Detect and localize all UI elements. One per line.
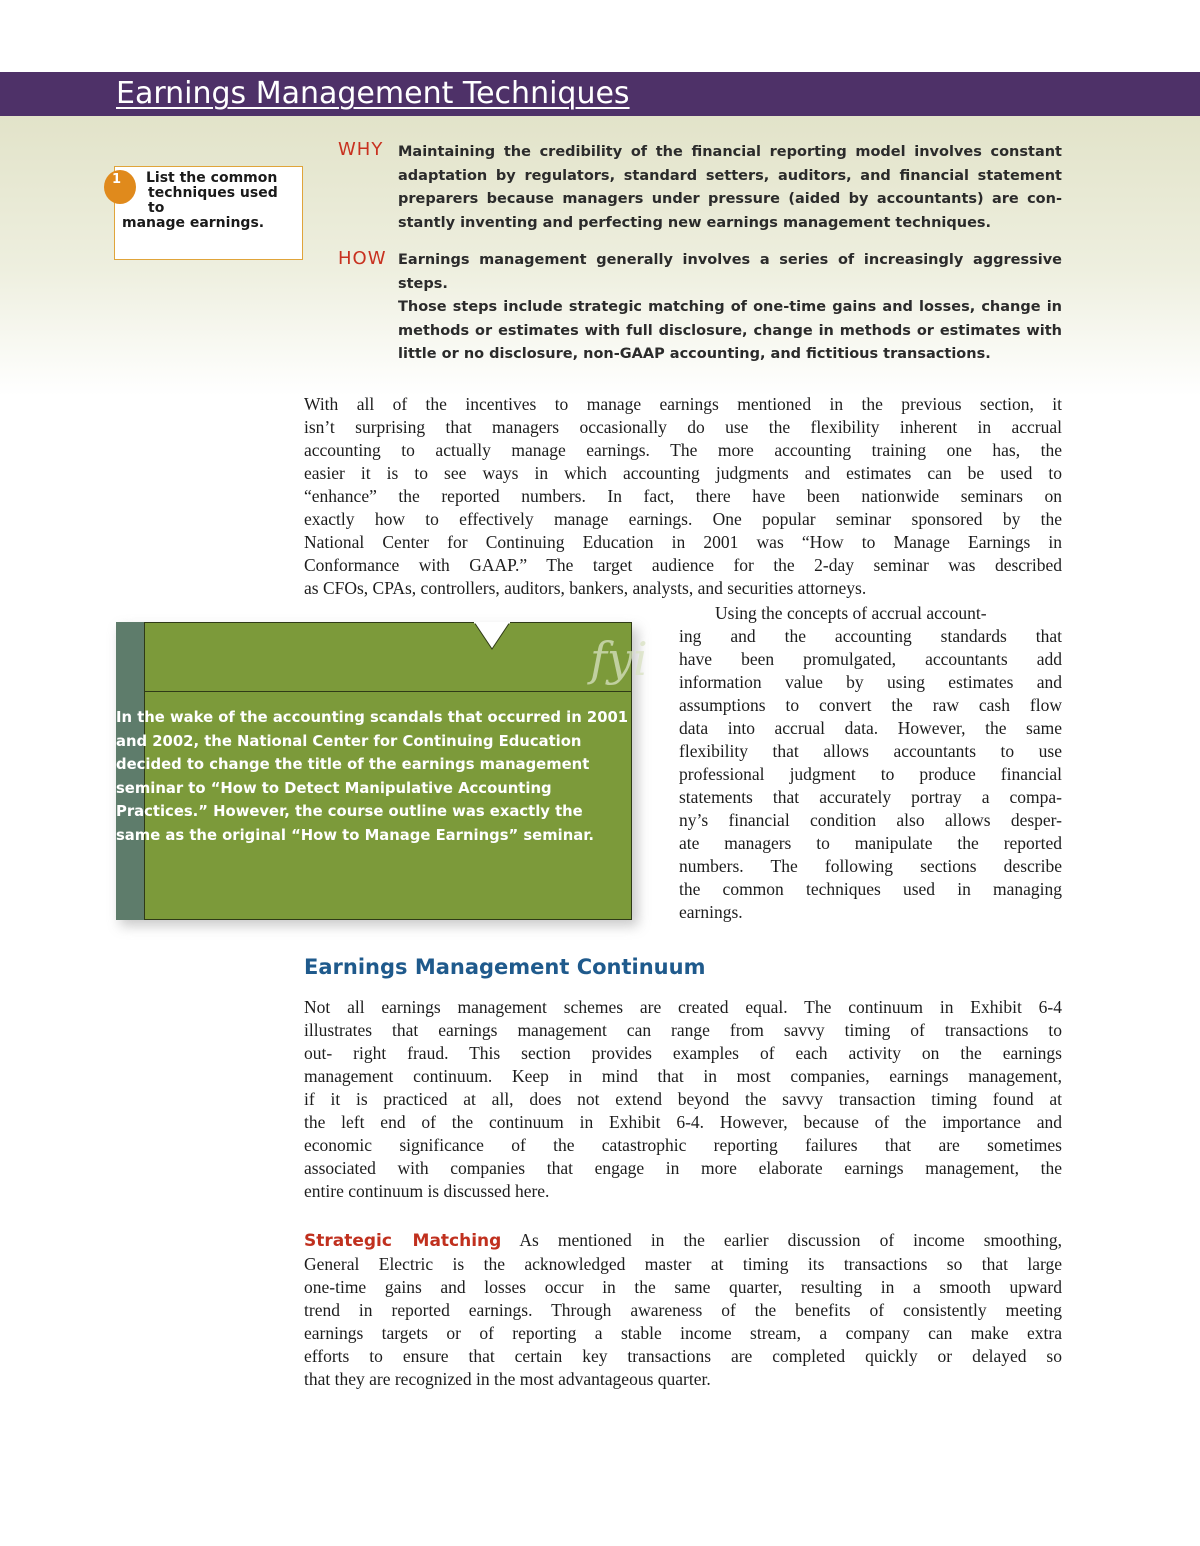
paragraph-line: one-time gains and losses occur in the same quarter, resulting in a smooth upward	[304, 1277, 1062, 1297]
paragraph-line: isn’t surprising that managers occasionally do use the flexibility inherent in accrual	[304, 417, 1062, 437]
objective-line: manage earnings.	[122, 215, 265, 231]
paragraph-line: flexibility that allows accountants to use	[679, 741, 1062, 761]
fyi-line: decided to change the title of the earnings management	[116, 756, 590, 773]
fyi-line: Practices.” However, the course outline was exactly the	[116, 803, 583, 820]
paragraph-line: exactly how to effectively manage earnings. One popular seminar sponsored by the	[304, 509, 1062, 529]
why-line: adaptation by regulators, standard setters, auditors, and financial statement	[398, 167, 1062, 184]
paragraph-line: if it is practiced at all, does not extend beyond the savvy transaction timing found at	[304, 1089, 1062, 1109]
paragraph-line: Using the concepts of accrual account-	[715, 603, 987, 623]
fyi-line: and 2002, the National Center for Continuing Education	[116, 732, 582, 750]
paragraph-line: data into accrual data. However, the same	[679, 718, 1062, 738]
objective-line: List the common	[146, 170, 278, 186]
strategic-matching-paragraph	[304, 1229, 1062, 1391]
how-text	[398, 249, 1062, 367]
fyi-label: fyi	[590, 632, 648, 686]
paragraph-line: “enhance” the reported numbers. In fact, there have been nationwide seminars on	[304, 486, 1062, 506]
paragraph-line: efforts to ensure that certain key transactions are completed quickly or delayed so	[304, 1346, 1062, 1366]
paragraph-line	[304, 1229, 1062, 1253]
paragraph-line: assumptions to convert the raw cash flow	[679, 695, 1062, 715]
paragraph-line: the common techniques used in managing	[679, 879, 1062, 899]
paragraph-line: illustrates that earnings management can range from savvy timing of transactions to	[304, 1020, 1062, 1040]
fyi-notch-icon	[474, 622, 510, 650]
continuum-paragraph	[304, 996, 1062, 1203]
why-label: WHY	[338, 139, 384, 160]
paragraph-line: National Center for Continuing Education in 2001 was “How to Manage Earnings in	[304, 532, 1062, 552]
paragraph-line: as CFOs, CPAs, controllers, auditors, bankers, analysts, and securities attorneys.	[304, 578, 867, 598]
paragraph-line: ny’s financial condition also allows desper-	[679, 810, 1062, 830]
paragraph-line: the left end of the continuum in Exhibit 6-4. However, because of the importance and	[304, 1112, 1062, 1132]
paragraph-line: professional judgment to produce financial	[679, 764, 1062, 784]
fyi-divider	[144, 691, 632, 692]
paragraph-line: management continuum. Keep in mind that in most companies, earnings management,	[304, 1066, 1062, 1086]
side-paragraph	[679, 602, 1062, 924]
paragraph-line: that they are recognized in the most advantageous quarter.	[304, 1369, 711, 1389]
paragraph-line: With all of the incentives to manage earnings mentioned in the previous section, it	[304, 394, 1062, 414]
why-text	[398, 141, 1062, 235]
paragraph-line: have been promulgated, accountants add	[679, 649, 1062, 669]
paragraph-line: trend in reported earnings. Through awareness of the benefits of consistently meeting	[304, 1300, 1062, 1320]
heading-line-rest: As mentioned in the earlier discussion of income smoothing,	[501, 1230, 1063, 1250]
paragraph-line: entire continuum is discussed here.	[304, 1181, 550, 1201]
how-line: little or no disclosure, non-GAAP accounting, and fictitious transactions.	[398, 346, 991, 362]
fyi-line: seminar to “How to Detect Manipulative Accounting	[116, 779, 552, 797]
objective-number-badge: 1	[104, 170, 136, 204]
paragraph-line: statements that accurately portray a compa-	[679, 787, 1062, 807]
section-heading: Earnings Management Continuum	[304, 955, 706, 979]
intro-paragraph	[304, 393, 1062, 600]
paragraph-line: information value by using estimates and	[679, 672, 1062, 692]
learning-objective-text	[122, 171, 298, 231]
paragraph-line: earnings.	[679, 902, 743, 922]
paragraph-line: Conformance with GAAP.” The target audience for the 2-day seminar was described	[304, 555, 1062, 575]
paragraph-line: accounting to actually manage earnings. The more accounting training one has, the	[304, 440, 1062, 460]
page-title: Earnings Management Techniques	[116, 76, 630, 111]
how-line: Earnings management generally involves a series of increasingly aggressive steps.	[398, 252, 1062, 292]
fyi-line: In the wake of the accounting scandals that occurred in 2001	[116, 709, 629, 726]
paragraph-line: associated with companies that engage in more elaborate earnings management, the	[304, 1158, 1062, 1178]
paragraph-line: economic significance of the catastrophic reporting failures that are sometimes	[304, 1135, 1062, 1155]
how-label: HOW	[338, 248, 387, 269]
run-in-heading: Strategic Matching	[304, 1231, 502, 1251]
how-line: methods or estimates with full disclosure, change in methods or estimates with	[398, 322, 1062, 339]
objective-line: techniques used to	[148, 185, 278, 216]
fyi-text	[116, 706, 652, 847]
paragraph-line: easier it is to see ways in which accounting judgments and estimates can be used to	[304, 463, 1062, 483]
why-line: stantly inventing and perfecting new earnings management techniques.	[398, 214, 992, 231]
why-line: preparers because managers under pressure (aided by accountants) are con-	[398, 191, 1062, 207]
paragraph-line: ate managers to manipulate the reported	[679, 833, 1062, 853]
paragraph-line: out- right fraud. This section provides examples of each activity on the earnings	[304, 1043, 1062, 1063]
paragraph-line: Not all earnings management schemes are created equal. The continuum in Exhibit 6-4	[304, 997, 1062, 1017]
how-line: Those steps include strategic matching of one-time gains and losses, change in	[398, 299, 1062, 315]
paragraph-line: General Electric is the acknowledged master at timing its transactions so that large	[304, 1254, 1062, 1274]
fyi-line: same as the original “How to Manage Earnings” seminar.	[116, 826, 595, 844]
paragraph-line: earnings targets or of reporting a stable income stream, a company can make extra	[304, 1323, 1062, 1343]
paragraph-line: ing and the accounting standards that	[679, 626, 1062, 646]
paragraph-line: numbers. The following sections describe	[679, 856, 1062, 876]
why-line: Maintaining the credibility of the financial reporting model involves constant	[398, 144, 1062, 160]
